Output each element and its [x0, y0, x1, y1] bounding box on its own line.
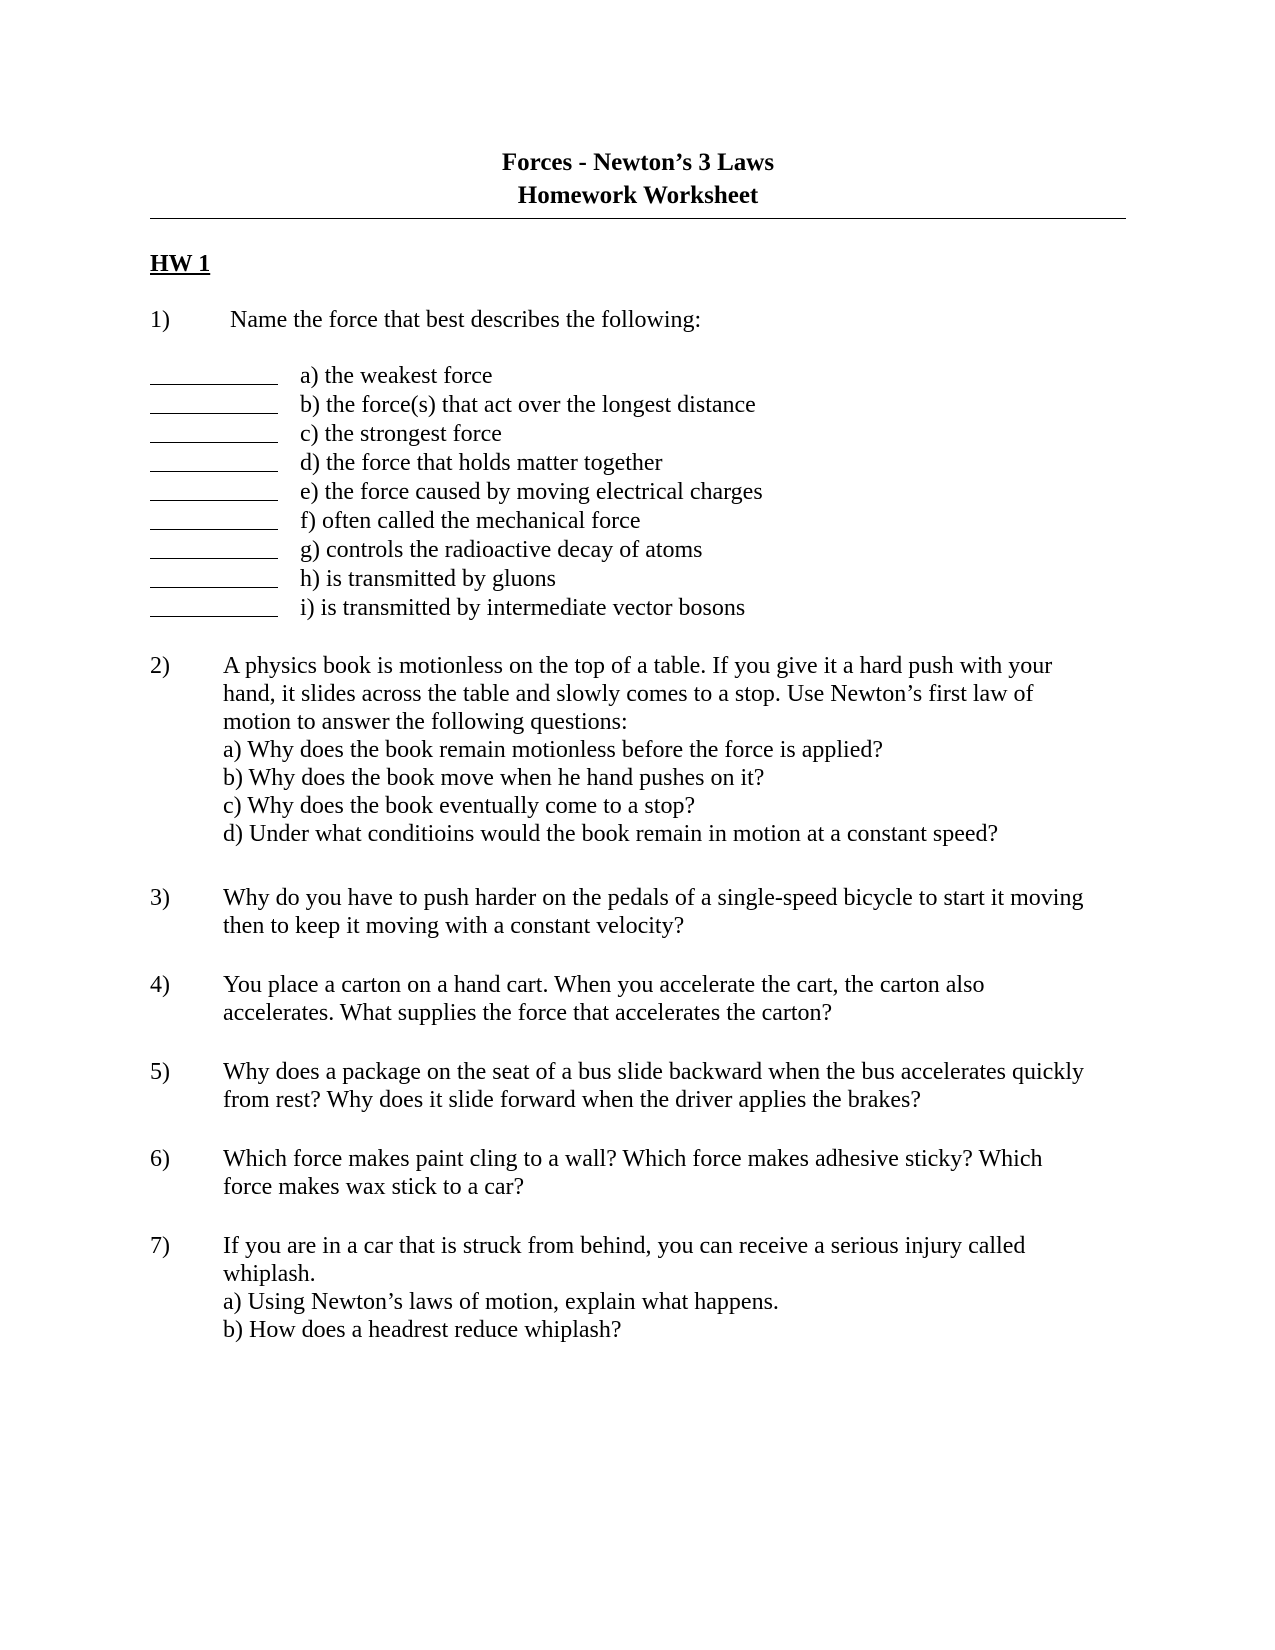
question-line: Why does a package on the seat of a bus slide backward when the bus accelerates quickly	[223, 1059, 1084, 1085]
question-line: b) Why does the book move when he hand pushes on it?	[223, 765, 765, 791]
worksheet-title: Forces - Newton’s 3 Laws	[501, 149, 775, 176]
question-line: d) Under what conditioins would the book remain in motion at a constant speed?	[223, 821, 999, 847]
question-1-number: 1)	[150, 307, 170, 333]
answer-blank[interactable]	[150, 529, 278, 530]
question-line: a) Using Newton’s laws of motion, explain what happens.	[223, 1289, 779, 1315]
question-4-number: 4)	[150, 972, 170, 998]
answer-item-text: i) is transmitted by intermediate vector bosons	[300, 595, 746, 621]
question-line: Why do you have to push harder on the pedals of a single-speed bicycle to start it moving	[223, 885, 1084, 911]
header-divider	[150, 218, 1126, 219]
question-7-text	[223, 1232, 1128, 1344]
question-1-prompt: Name the force that best describes the following:	[230, 307, 702, 333]
question-2-text	[223, 652, 1128, 848]
answer-blank[interactable]	[150, 471, 278, 472]
question-line: A physics book is motionless on the top of a table. If you give it a hard push with your	[223, 653, 1053, 679]
question-line: from rest? Why does it slide forward when the driver applies the brakes?	[223, 1087, 921, 1113]
question-line: force makes wax stick to a car?	[223, 1174, 525, 1200]
answer-item-text: f) often called the mechanical force	[300, 508, 641, 534]
question-line: motion to answer the following questions:	[223, 709, 628, 735]
worksheet-subtitle: Homework Worksheet	[517, 182, 759, 209]
question-2-number: 2)	[150, 653, 170, 679]
question-6-number: 6)	[150, 1146, 170, 1172]
answer-item-text: h) is transmitted by gluons	[300, 566, 556, 592]
answer-blank[interactable]	[150, 558, 278, 559]
answer-item-text: d) the force that holds matter together	[300, 450, 663, 476]
question-line: a) Why does the book remain motionless before the force is applied?	[223, 737, 884, 763]
question-3-number: 3)	[150, 885, 170, 911]
answer-item-text: b) the force(s) that act over the longest distance	[300, 392, 756, 418]
question-line: c) Why does the book eventually come to a stop?	[223, 793, 696, 819]
answer-item-text: g) controls the radioactive decay of atoms	[300, 537, 703, 563]
question-4-text	[223, 971, 1128, 1027]
question-line: If you are in a car that is struck from behind, you can receive a serious injury called	[223, 1233, 1026, 1259]
question-line: whiplash.	[223, 1261, 316, 1287]
answer-blank[interactable]	[150, 500, 278, 501]
answer-item-text: e) the force caused by moving electrical charges	[300, 479, 763, 505]
question-5-number: 5)	[150, 1059, 170, 1085]
answer-blank[interactable]	[150, 616, 278, 617]
answer-blank[interactable]	[150, 384, 278, 385]
question-line: You place a carton on a hand cart. When you accelerate the cart, the carton also	[223, 972, 985, 998]
question-6-text	[223, 1145, 1128, 1201]
answer-blank[interactable]	[150, 413, 278, 414]
question-7-number: 7)	[150, 1233, 170, 1259]
question-3-text	[223, 884, 1128, 940]
answer-blank[interactable]	[150, 442, 278, 443]
question-line: Which force makes paint cling to a wall? Which force makes adhesive sticky? Which	[223, 1146, 1043, 1172]
answer-item-text: a) the weakest force	[300, 363, 493, 389]
worksheet-header	[150, 146, 1126, 212]
question-line: accelerates. What supplies the force that accelerates the carton?	[223, 1000, 833, 1026]
question-line: then to keep it moving with a constant velocity?	[223, 913, 685, 939]
question-5-text	[223, 1058, 1128, 1114]
homework-section-label: HW 1	[150, 251, 211, 277]
question-line: b) How does a headrest reduce whiplash?	[223, 1317, 622, 1343]
answer-item-text: c) the strongest force	[300, 421, 502, 447]
answer-blank[interactable]	[150, 587, 278, 588]
question-line: hand, it slides across the table and slowly comes to a stop. Use Newton’s first law of	[223, 681, 1034, 707]
